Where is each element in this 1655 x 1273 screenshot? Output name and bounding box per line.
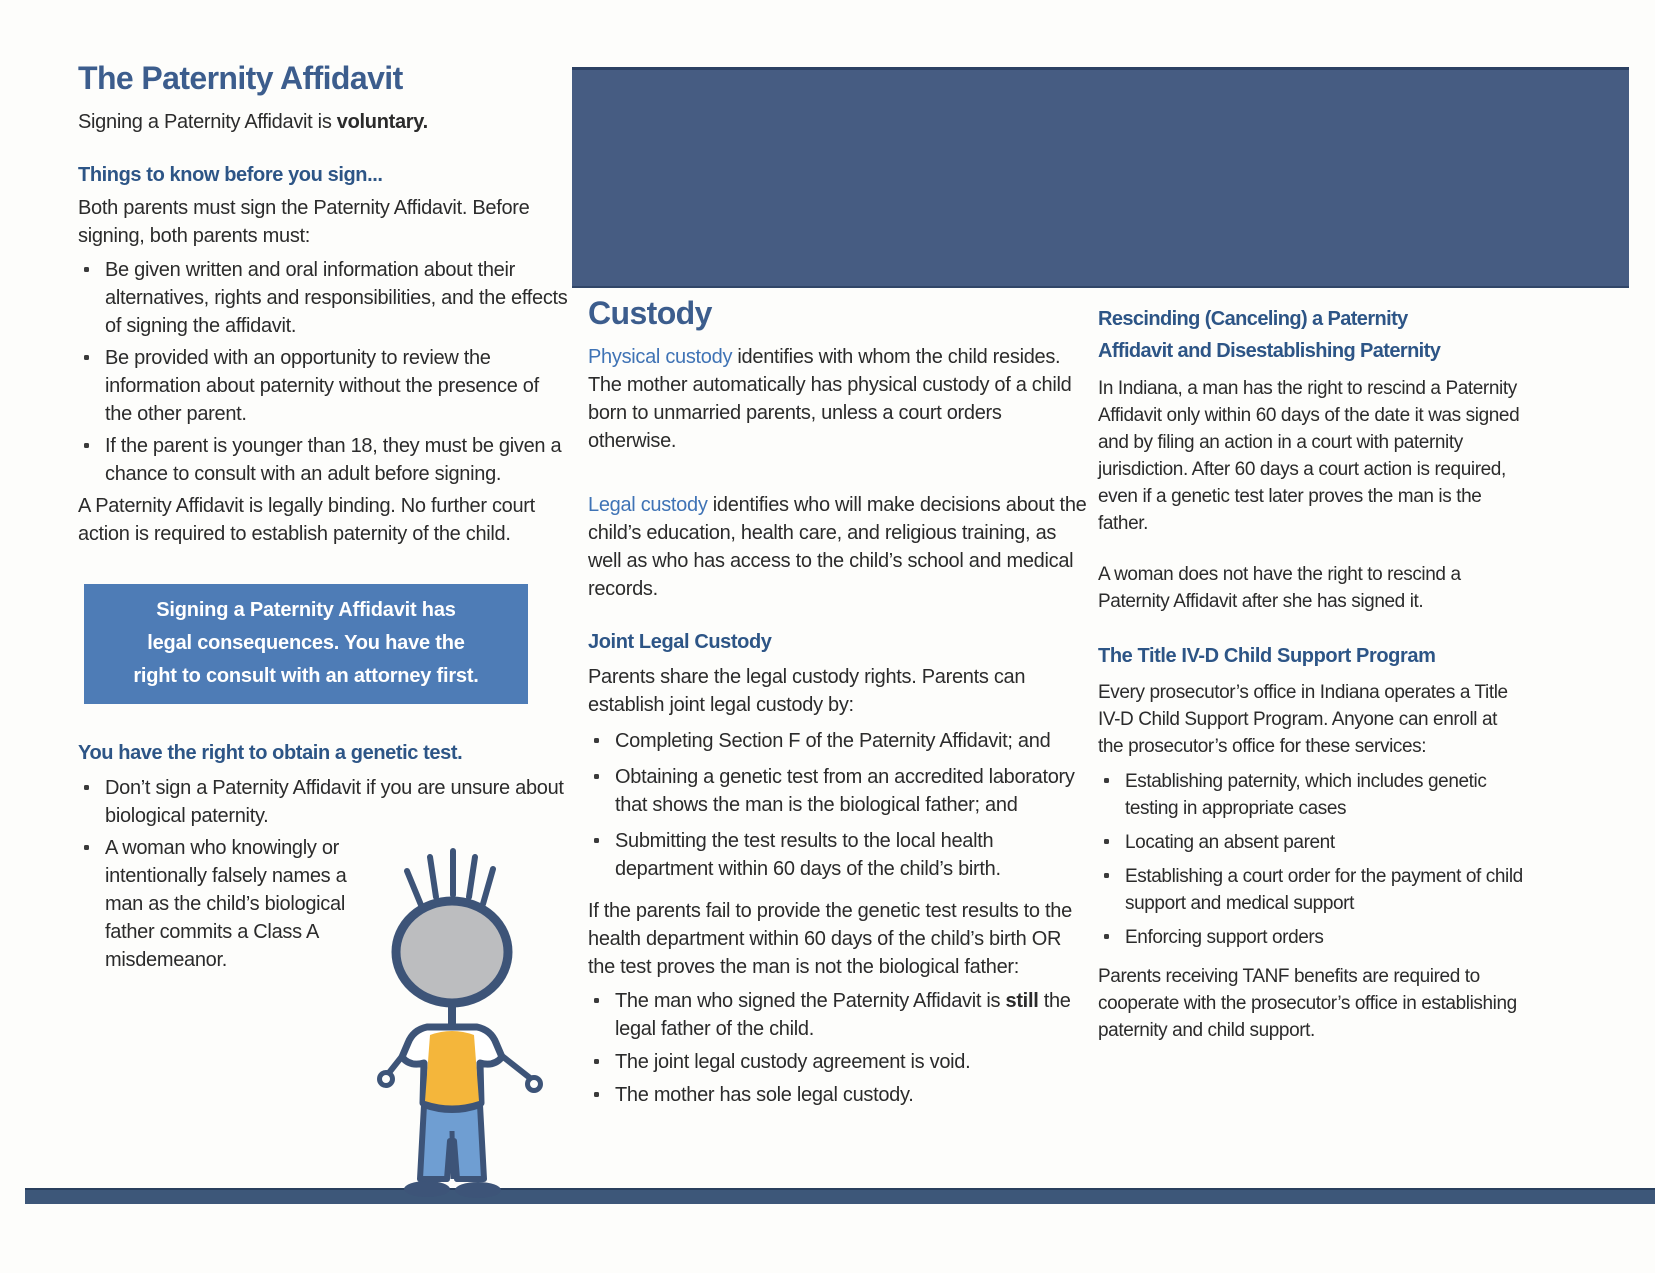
bullet-dot [1104,778,1109,783]
bullet-text: The mother has sole legal custody. [615,1084,914,1106]
intro-paragraph [78,108,570,136]
child-left-foot [404,1181,450,1197]
bullet-text: Be provided with an opportunity to review the information about paternity without the presence of the other parent. [105,347,539,425]
child-illustration [377,845,547,1205]
bullet-bold-word: still [1005,990,1039,1012]
bullet-item [1098,768,1523,822]
ivd-services-bullet-list [1098,768,1523,951]
bullet-item [1098,924,1523,951]
things-intro-paragraph: Both parents must sign the Paternity Affidavit. Before signing, both parents must: [78,197,530,247]
bullet-text: Locating an absent parent [1125,832,1335,853]
legally-binding-paragraph: A Paternity Affidavit is legally binding. No further court action is required to establish paternity of the child. [78,495,535,545]
genetic-fail-paragraph: If the parents fail to provide the genetic test results to the health department within 60 days of the child’s birth OR the test proves the man is not the biological father: [588,900,1072,978]
custody-title: Custody [588,295,712,331]
things-bullet-list [78,256,570,488]
bullet-item [1098,829,1523,856]
footer-bar [25,1188,1655,1204]
bullet-text: Enforcing support orders [1125,927,1324,948]
bullet-dot [84,845,89,850]
bullet-dot [594,774,599,779]
bullet-item [588,827,1088,883]
bullet-text: Don’t sign a Paternity Affidavit if you are unsure about biological paternity. [105,777,564,827]
rescinding-heading [1098,303,1523,367]
bullet-text: Establishing paternity, which includes genetic testing in appropriate cases [1125,771,1487,819]
genetic-test-heading: You have the right to obtain a genetic test. [78,742,463,764]
bullet-dot [84,355,89,360]
genetic-fail-bullet-list [588,987,1088,1109]
bullet-text: Establishing a court order for the payment of child support and medical support [1125,866,1523,914]
bullet-text: If the parent is younger than 18, they must be given a chance to consult with an adult before signing. [105,435,562,485]
child-left-hand [380,1073,393,1086]
bullet-item [78,432,570,488]
bullet-item [78,344,570,428]
child-right-foot [455,1182,501,1198]
title-ivd-heading: The Title IV-D Child Support Program [1098,645,1436,667]
physical-custody-text: identifies with whom the child resides. The mother automatically has physical custody of a child born to unmarried parents, unless a court orders otherwise. [588,346,1072,452]
bullet-text: Be given written and oral information about their alternatives, rights and responsibilities, and the effects of signing the affidavit. [105,259,568,337]
bullet-dot [1104,839,1109,844]
bullet-text: The joint legal custody agreement is void. [615,1051,971,1073]
bullet-text: Obtaining a genetic test from an accredited laboratory that shows the man is the biological father; and [615,766,1075,816]
bullet-dot [594,738,599,743]
things-to-know-heading: Things to know before you sign... [78,164,383,186]
child-pants-crease [452,1131,453,1179]
physical-custody-term: Physical custody [588,346,733,368]
bullet-text-part: the legal father of the child. [615,990,1071,1040]
tanf-paragraph: Parents receiving TANF benefits are required to cooperate with the prosecutor’s office in establishing paternity and child support. [1098,966,1517,1041]
bullet-item [588,1048,1088,1076]
bullet-dot [84,443,89,448]
bullet-dot [1104,934,1109,939]
bullet-item [78,774,570,830]
rescinding-paragraph: In Indiana, a man has the right to rescind a Paternity Affidavit only within 60 days of the date it was signed and by filing an action in a court with paternity jurisdiction. After 60 days a court action is required, even if a genetic test later proves the man is the father. [1098,378,1520,534]
legal-custody-term: Legal custody [588,494,708,516]
physical-custody-paragraph [588,343,1088,455]
child-shirt-front [425,1031,479,1106]
right-column [1098,303,1523,1044]
joint-custody-bullet-list [588,727,1088,883]
callout-line: legal consequences. You have the [147,632,465,654]
bullet-dot [594,998,599,1003]
bullet-text: Completing Section F of the Paternity Affidavit; and [615,730,1051,752]
bullet-text: A woman who knowingly or intentionally falsely names a man as the child’s biological father commits a Class A misdemeanor. [105,837,347,971]
left-column [78,58,570,978]
rescinding-heading-line: Affidavit and Disestablishing Paternity [1098,340,1441,362]
bullet-text: Submitting the test results to the local health department within 60 days of the child’s birth. [615,830,1001,880]
bullet-dot [1104,873,1109,878]
intro-text: Signing a Paternity Affidavit is [78,111,337,133]
callout-line: right to consult with an attorney first. [133,665,479,687]
header-image-panel [572,67,1629,288]
rescinding-heading-line: Rescinding (Canceling) a Paternity [1098,308,1408,330]
bullet-item [588,1081,1088,1109]
ivd-intro-paragraph: Every prosecutor’s office in Indiana operates a Title IV-D Child Support Program. Anyone can enroll at the prosecutor’s office for these services: [1098,682,1508,757]
child-right-hand [528,1078,541,1091]
bullet-text-part: The man who signed the Paternity Affidavit is [615,990,1006,1012]
joint-legal-custody-heading: Joint Legal Custody [588,631,772,653]
middle-column [588,293,1088,1114]
bullet-item [1098,863,1523,917]
attorney-callout-box [84,584,528,704]
callout-line: Signing a Paternity Affidavit has [156,599,456,621]
bullet-item [78,256,570,340]
child-head [396,901,508,1003]
bullet-dot [594,1092,599,1097]
bullet-dot [594,838,599,843]
bullet-item [588,987,1088,1043]
legal-custody-paragraph [588,491,1088,603]
woman-rescind-paragraph: A woman does not have the right to rescind a Paternity Affidavit after she has signed it. [1098,564,1461,612]
intro-bold-word: voluntary. [336,111,428,133]
joint-intro-paragraph: Parents share the legal custody rights. Parents can establish joint legal custody by: [588,666,1026,716]
bullet-item [588,727,1088,755]
bullet-text [615,990,1071,1040]
bullet-item [588,763,1088,819]
legal-custody-text: identifies who will make decisions about the child’s education, health care, and religious training, as well as who has access to the child’s school and medical records. [588,494,1087,600]
bullet-dot [84,785,89,790]
bullet-dot [594,1059,599,1064]
page-title: The Paternity Affidavit [78,60,403,96]
bullet-dot [84,267,89,272]
